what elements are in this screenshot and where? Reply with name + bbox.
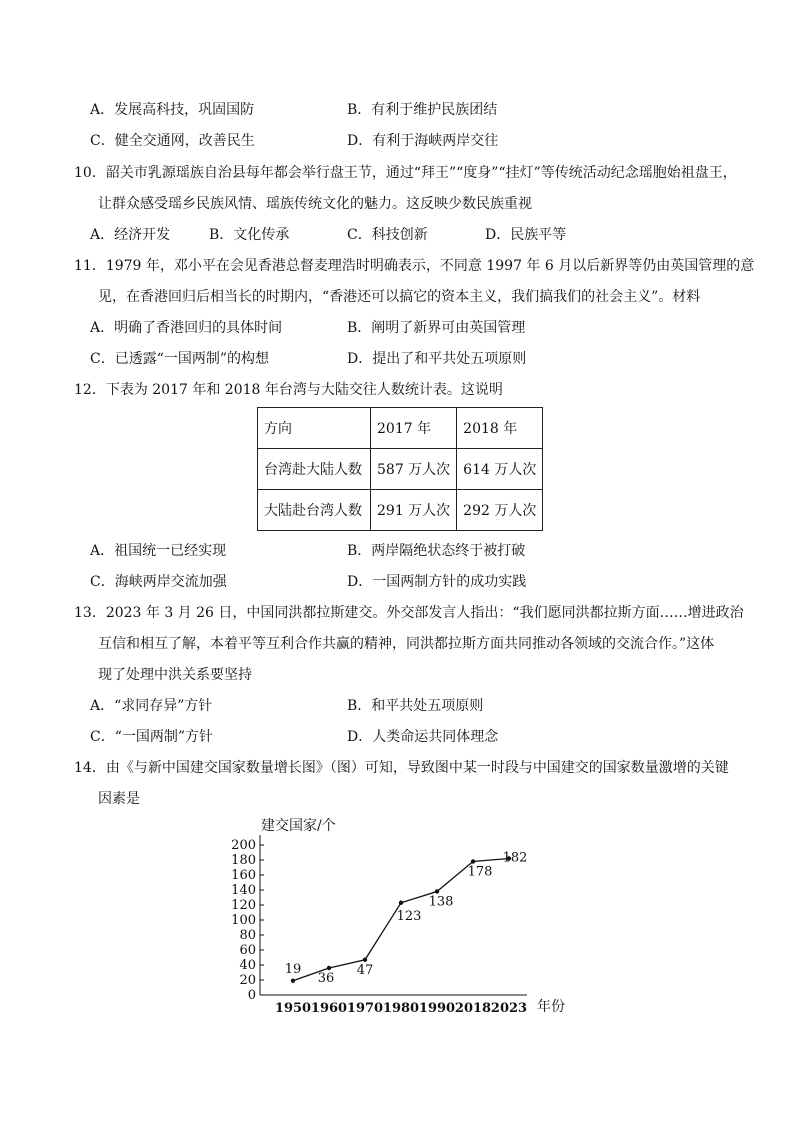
y-tick-label: 120 [231,898,256,913]
x-tick-label: 2018 [454,1001,492,1016]
table-cell: 大陆赴台湾人数 [258,490,371,531]
q10-stem-line2: 让群众感受瑶乡民族风情、瑶族传统文化的魅力。这反映少数民族重视 [98,196,532,212]
q9-option-b: B．有利于维护民族团结 [347,102,498,118]
y-tick-label: 200 [231,838,256,853]
data-point [399,901,403,905]
x-tick-label: 2023 [490,1001,528,1016]
data-label: 19 [284,961,302,977]
q11-option-c: C．已透露“一国两制”的构想 [90,351,270,367]
data-label: 138 [428,894,454,910]
y-tick-label: 180 [231,853,256,868]
data-point [291,979,295,983]
y-tick-label: 0 [247,988,256,1003]
q9-option-c: C．健全交通网，改善民生 [90,133,255,149]
table-header-cell: 方向 [258,408,371,449]
q10-option-a: A．经济开发 [90,227,171,243]
data-label: 182 [502,850,528,866]
table-cell: 587 万人次 [371,449,457,490]
q13-option-b: B．和平共处五项原则 [347,698,484,714]
data-point [435,889,439,893]
q14-stem-line1: 14．由《与新中国建交国家数量增长图》（图）可知，导致图中某一时段与中国建交的国家数量激增的关键 [74,760,729,776]
q12-option-a: A．祖国统一已经实现 [90,543,227,559]
data-label: 36 [317,971,335,986]
data-label: 123 [396,908,422,924]
stats-table [257,407,543,531]
q9-option-d: D．有利于海峡两岸交往 [347,133,499,149]
q10-option-d: D．民族平等 [485,227,567,243]
table-cell: 台湾赴大陆人数 [258,449,371,490]
q14-stem-line2: 因素是 [98,791,140,807]
data-label: 178 [467,864,493,880]
table-row [258,449,543,490]
x-axis-label: 年份 [537,999,565,1015]
q10-option-c: C．科技创新 [347,227,428,243]
y-tick-label: 160 [231,868,256,883]
q13-option-a: A．“求同存异”方针 [90,698,213,714]
data-point [363,958,367,962]
table-cell: 292 万人次 [457,490,543,531]
table-cell: 291 万人次 [371,490,457,531]
y-tick-label: 20 [239,973,256,988]
y-tick-label: 140 [231,883,256,898]
table-header-cell: 2017 年 [371,408,457,449]
q11-option-d: D．提出了和平共处五项原则 [347,351,527,367]
y-tick-label: 80 [239,928,256,943]
table-header-row [258,408,543,449]
q13-option-d: D．人类命运共同体理念 [347,729,499,745]
q12-option-c: C．海峡两岸交流加强 [90,574,227,590]
q11-option-b: B．阐明了新界可由英国管理 [347,320,526,336]
q13-stem-line2: 互信和相互了解，本着平等互利合作共赢的精神，同洪都拉斯方面共同推动各领域的交流合作。”这体 [98,636,715,652]
data-point [327,966,331,970]
q10-stem-line1: 10．韶关市乳源瑶族自治县每年都会举行盘王节，通过“拜王”“度身”“挂灯”等传统活动纪念瑶胞始祖盘王， [74,165,737,181]
q13-option-c: C．“一国两制”方针 [90,729,214,745]
table-cell: 614 万人次 [457,449,543,490]
table-row [258,490,543,531]
x-tick-label: 1960 [310,1001,348,1016]
q12-stem-line1: 12．下表为 2017 年和 2018 年台湾与大陆交往人数统计表。这说明 [74,382,503,398]
x-tick-label: 1950 [274,1001,312,1016]
q12-option-d: D．一国两制方针的成功实践 [347,574,527,590]
y-tick-label: 60 [239,943,256,958]
x-tick-label: 1970 [346,1001,384,1016]
q11-stem-line2: 见，在香港回归后相当长的时期内，“香港还可以搞它的资本主义，我们搞我们的社会主义”。材料 [98,289,701,305]
q9-option-a: A．发展高科技，巩固国防 [90,102,255,118]
y-tick-label: 40 [239,958,256,973]
x-tick-label: 1980 [382,1001,420,1016]
q11-stem-line1: 11．1979 年，邓小平在会见香港总督麦理浩时明确表示，不同意 1997 年 6 月以后新界等仍由英国管理的意 [74,258,755,274]
data-point [471,859,475,863]
x-tick-label: 1990 [418,1001,456,1016]
q10-option-b: B．文化传承 [209,227,290,243]
y-axis-label: 建交国家/个 [261,818,336,834]
q13-stem-line1: 13．2023 年 3 月 26 日，中国同洪都拉斯建交。外交部发言人指出：“我们愿同洪都拉斯方面……增进政治 [74,605,744,621]
q13-stem-line3: 现了处理中洪关系要坚持 [98,667,252,683]
diplomacy-line-chart [222,818,582,1018]
q12-option-b: B．两岸隔绝状态终于被打破 [347,543,526,559]
data-label: 47 [356,962,374,978]
y-tick-label: 100 [231,913,256,928]
table-header-cell: 2018 年 [457,408,543,449]
q11-option-a: A．明确了香港回归的具体时间 [90,320,283,336]
